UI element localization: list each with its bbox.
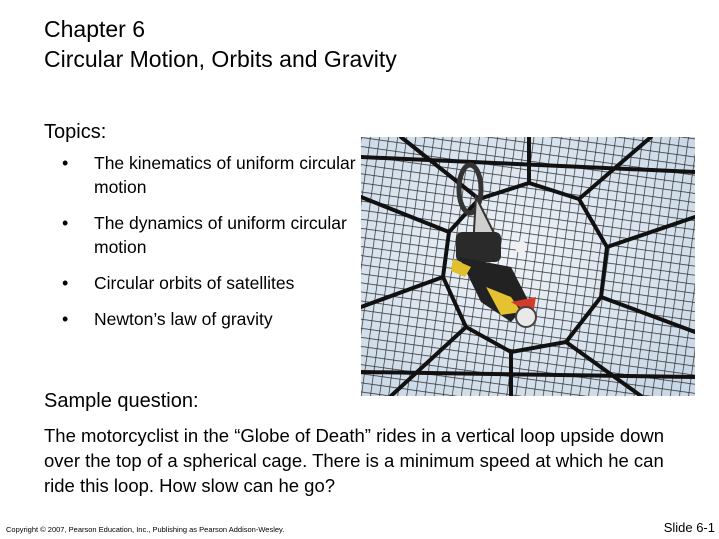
topic-label: Circular orbits of satellites: [94, 273, 295, 293]
topic-item: [62, 211, 362, 259]
bullet-icon: •: [62, 213, 69, 233]
topics-list: [62, 151, 362, 343]
topic-item: [62, 271, 362, 295]
bullet-icon: •: [62, 309, 69, 329]
bullet-icon: •: [62, 273, 69, 293]
slide-number: Slide 6-1: [663, 520, 715, 535]
bullet-icon: •: [62, 153, 69, 173]
sample-question-heading: Sample question:: [44, 390, 199, 412]
question-text: The motorcyclist in the “Globe of Death” rides in a vertical loop upside down over the top of a spherical cage. There is a minimum speed at which he can ride this loop. How slow can he go?: [44, 425, 665, 496]
topic-label: Newton’s law of gravity: [94, 309, 273, 329]
chapter-label: Chapter 6: [44, 16, 146, 42]
topics-heading: Topics:: [44, 121, 107, 143]
topic-item: [62, 307, 362, 331]
chapter-title: Circular Motion, Orbits and Gravity: [44, 46, 397, 72]
copyright-notice: Copyright © 2007, Pearson Education, Inc., Publishing as Pearson Addison-Wesley.: [6, 525, 285, 534]
slide-title: [44, 14, 397, 74]
topic-label: The dynamics of uniform circular motion: [94, 213, 347, 257]
topic-label: The kinematics of uniform circular motion: [94, 153, 356, 197]
topic-item: [62, 151, 362, 199]
globe-of-death-photo: [361, 137, 695, 396]
